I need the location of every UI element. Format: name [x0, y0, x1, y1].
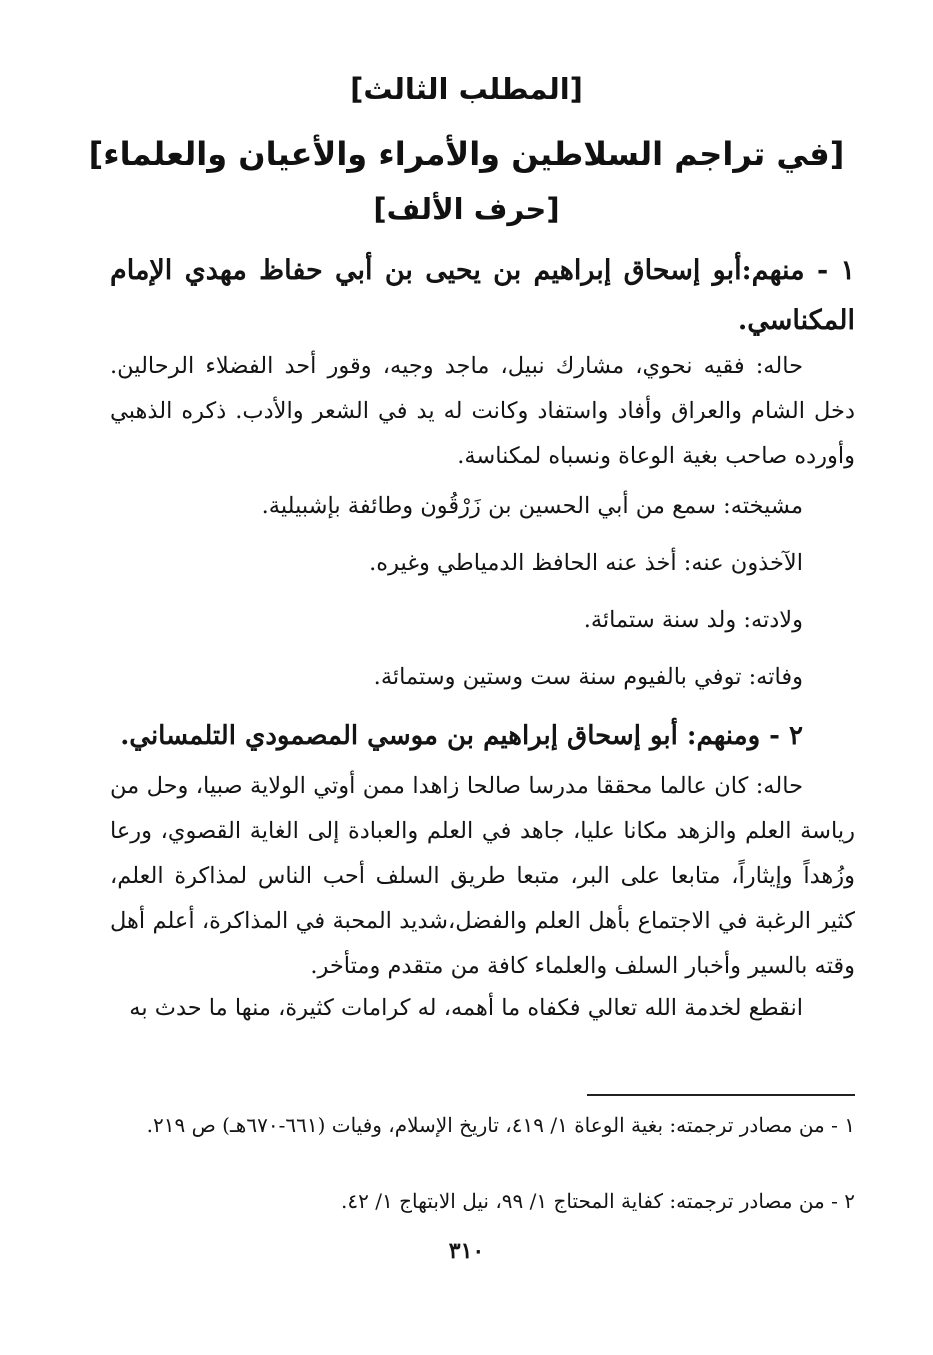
entry-2-biography: حاله: كان عالما محققا مدرسا صالحا زاهدا ممن أوتي الولاية صبيا، وحل من رياسة العلم والزهد مكانا عليا، جاهد في العلم والعبادة إلى الغاية القصوي، ورعا وزُهداً وإيثاراً، متابعا على البر، متبعا طريق السلف أحب الناس لمذاكرة العلم، كثير الرغبة في الاجتماع بأهل العلم والفضل،شديد المحبة في المذاكرة، أعلم أهل وقته بالسير وأخبار السلف والعلماء كافة من متقدم ومتأخر.	[110, 773, 855, 979]
subject-heading: [في تراجم السلاطين والأمراء والأعيان والعلماء]	[88, 135, 845, 173]
entry-2-title: ٢ - ومنهم: أبو إسحاق إبراهيم بن موسي المصمودي التلمساني.	[120, 721, 803, 751]
entry-1-biography: حاله: فقيه نحوي، مشارك نبيل، ماجد وجيه، وقور أحد الفضلاء الرحالين. دخل الشام والعراق وأفاد واستفاد وكانت له يد في الشعر والأدب. ذكره الذهبي وأورده صاحب بغية الوعاة ونسباه لمكناسة.	[110, 353, 855, 469]
entry-1-students: الآخذون عنه: أخذ عنه الحافظ الدمياطي وغيره.	[369, 550, 803, 576]
section-heading: [المطلب الثالث]	[350, 72, 583, 106]
entry-1-death: وفاته: توفي بالفيوم سنة ست وستين وستمائة.	[373, 664, 803, 690]
footnote-1: ١ - من مصادر ترجمته: بغية الوعاة ١/ ٤١٩، تاريخ الإسلام، وفيات (٦٦١-٦٧٠هـ) ص ٢١٩.	[146, 1113, 855, 1137]
page-number: ٣١٠	[448, 1238, 485, 1264]
entry-1-birth: ولادته: ولد سنة ستمائة.	[583, 607, 803, 633]
footnote-separator	[587, 1094, 855, 1096]
entry-1-title: ١ - منهم:أبو إسحاق إبراهيم بن يحيى بن أبي حفاظ مهدي الإمام المكناسي.	[110, 255, 855, 336]
entry-1-teachers: مشيخته: سمع من أبي الحسين بن زَرْقُون وطائفة بإشبيلية.	[261, 493, 803, 519]
footnote-2: ٢ - من مصادر ترجمته: كفاية المحتاج ١/ ٩٩، نيل الابتهاج ١/ ٤٢.	[341, 1189, 855, 1213]
entry-2-continuation: انقطع لخدمة الله تعالي فكفاه ما أهمه، له كرامات كثيرة، منها ما حدث به	[129, 995, 803, 1021]
letter-heading: [حرف الألف]	[373, 192, 560, 226]
